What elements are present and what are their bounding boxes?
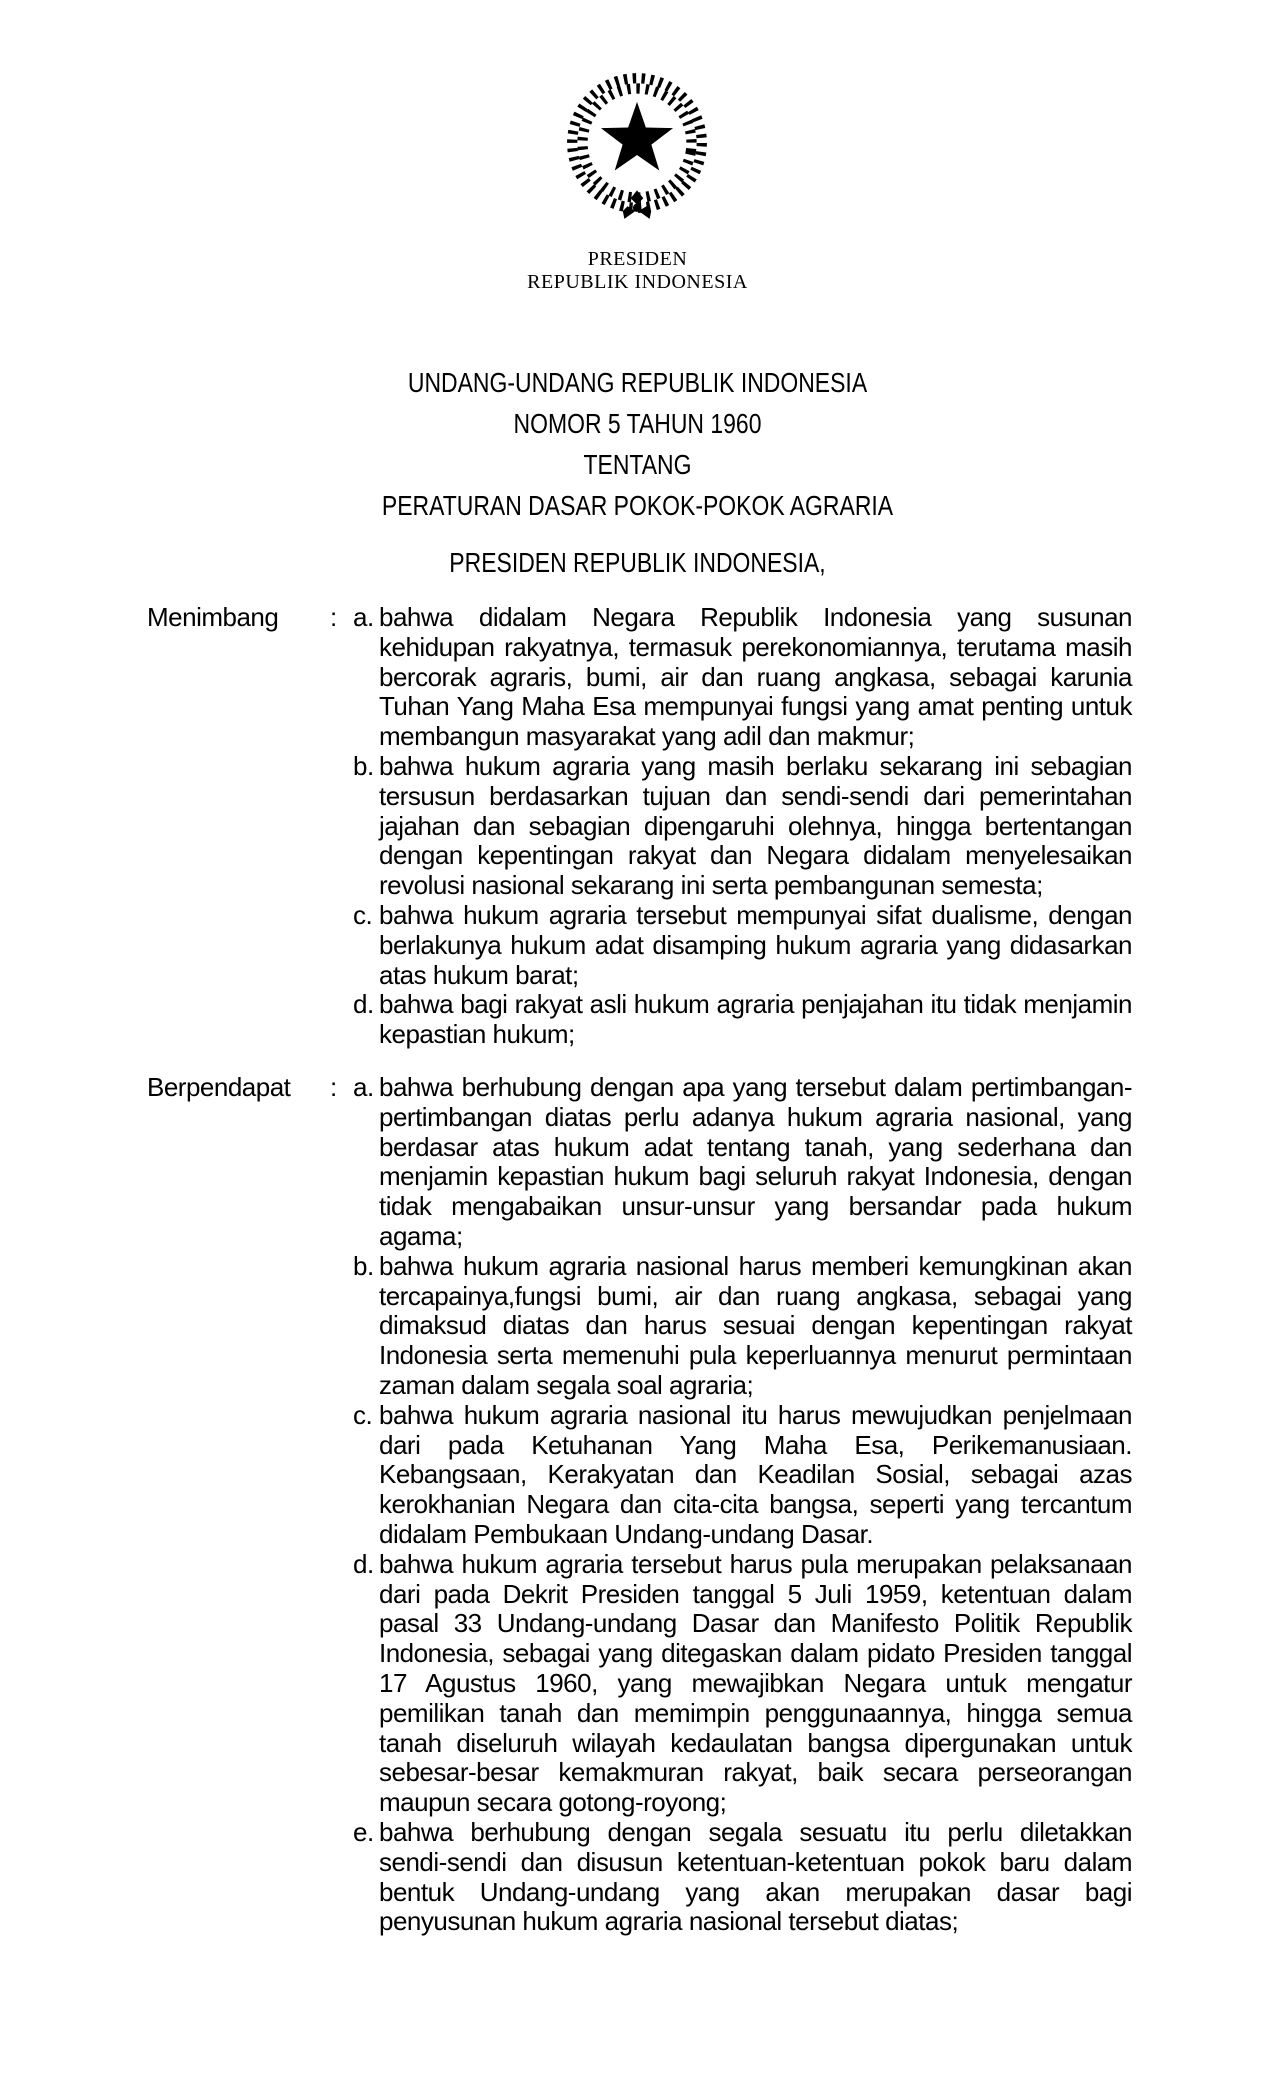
list-item — [353, 1818, 1132, 1937]
list-item — [353, 1401, 1132, 1550]
item-text: bahwa hukum agraria nasional itu harus mewujudkan penjelmaan dari pada Ketuhanan Yang Maha Esa, Perikemanusiaan. Kebangsaan, Kerakyatan dan Keadilan Sosial, sebagai azas kerokhanian Negara dan cita-cita bangsa, seperti yang tercantum didalam Pembukaan Undang-undang Dasar. — [379, 1399, 1132, 1549]
item-text: bahwa berhubung dengan segala sesuatu itu perlu diletakkan sendi-sendi dan disusun ketentuan-ketentuan pokok baru dalam bentuk Undang-undang yang akan merupakan dasar bagi penyusunan hukum agraria nasional tersebut diatas; — [379, 1816, 1132, 1937]
item-marker: c. — [353, 1399, 373, 1430]
list-item — [353, 1550, 1132, 1818]
section-items — [353, 603, 1132, 1050]
item-text: bahwa hukum agraria yang masih berlaku sekarang ini sebagian tersusun berdasarkan tujuan dan sendi-sendi dari pemerintahan jajahan dan sebagian dipengaruhi olehnya, hingga bertentangan dengan kepentingan rakyat dan Negara didalam menyelesaikan revolusi nasional sekarang ini serta pembangunan semesta; — [379, 750, 1132, 901]
letterhead — [0, 248, 1275, 294]
item-text: bahwa hukum agraria tersebut mempunyai sifat dualisme, dengan berlakunya hukum adat disamping hukum agraria yang didasarkan atas hukum barat; — [379, 899, 1132, 990]
list-item — [353, 1252, 1132, 1401]
list-item — [353, 603, 1132, 752]
section-items — [353, 1073, 1132, 1937]
list-item — [353, 990, 1132, 1050]
item-text: bahwa bagi rakyat asli hukum agraria penjajahan itu tidak menjamin kepastian hukum; — [379, 989, 1132, 1050]
doc-title-line1: UNDANG-UNDANG REPUBLIK INDONESIA — [407, 367, 868, 398]
item-text: bahwa berhubung dengan apa yang tersebut dalam pertimbangan-pertimbangan diatas perlu adanya hukum agraria nasional, yang berdasar atas hukum adat tentang tanah, yang sederhana dan menjamin kepastian hukum bagi seluruh rakyat Indonesia, dengan tidak mengabaikan unsur-unsur yang bersandar pada hukum agama; — [379, 1072, 1132, 1251]
item-marker: a. — [353, 1072, 374, 1102]
item-marker: d. — [353, 1548, 374, 1579]
letterhead-presiden: PRESIDEN — [587, 248, 688, 270]
section-label: Berpendapat — [147, 1072, 291, 1102]
doc-title-tentang: TENTANG — [583, 449, 692, 480]
list-item — [353, 752, 1132, 901]
doc-title-number: NOMOR 5 TAHUN 1960 — [513, 408, 762, 439]
letterhead-republik-indonesia: REPUBLIK INDONESIA — [527, 271, 748, 293]
item-text: bahwa hukum agraria nasional harus memberi kemungkinan akan tercapainya,fungsi bumi, air dan ruang angkasa, sebagai yang dimaksud diatas dan harus sesuai dengan kepentingan rakyat Indonesia serta memenuhi pula keperluannya menurut permintaan zaman dalam segala soal agraria; — [379, 1250, 1132, 1400]
doc-title-subject: PERATURAN DASAR POKOK-POKOK AGRARIA — [381, 490, 894, 521]
star-icon — [601, 102, 673, 171]
item-marker: d. — [353, 989, 374, 1020]
item-marker: b. — [353, 1250, 374, 1281]
list-item — [353, 1073, 1132, 1252]
item-text: bahwa didalam Negara Republik Indonesia yang susunan kehidupan rakyatnya, termasuk perekonomiannya, terutama masih bercorak agraris, bumi, air dan ruang angkasa, sebagai karunia Tuhan Yang Maha Esa mempunyai fungsi yang amat penting untuk membangun masyarakat yang adil dan makmur; — [379, 602, 1132, 752]
item-marker: e. — [353, 1816, 374, 1847]
section-label: Menimbang — [147, 602, 279, 632]
doc-preamble: PRESIDEN REPUBLIK INDONESIA, — [449, 547, 826, 578]
section-colon: : — [330, 1072, 337, 1102]
item-text: bahwa hukum agraria tersebut harus pula merupakan pelaksanaan dari pada Dekrit Presiden tanggal 5 Juli 1959, ketentuan dalam pasal 33 Undang-undang Dasar dan Manifesto Politik Republik Indonesia, sebagai yang ditegaskan dalam pidato Presiden tanggal 17 Agustus 1960, yang mewajibkan Negara untuk mengatur pemilikan tanah dan memimpin penggunaannya, hingga semua tanah diseluruh wilayah kedaulatan bangsa dipergunakan untuk sebesar-besar kemakmuran rakyat, baik secara perseorangan maupun secara gotong-royong; — [379, 1548, 1132, 1818]
section-berpendapat — [147, 1073, 1132, 1937]
item-marker: c. — [353, 899, 373, 930]
section-menimbang — [147, 603, 1132, 1050]
star-laurel-wreath-seal-icon — [557, 64, 717, 222]
list-item — [353, 901, 1132, 990]
item-marker: b. — [353, 750, 374, 781]
item-marker: a. — [353, 602, 374, 632]
section-colon: : — [330, 602, 337, 632]
